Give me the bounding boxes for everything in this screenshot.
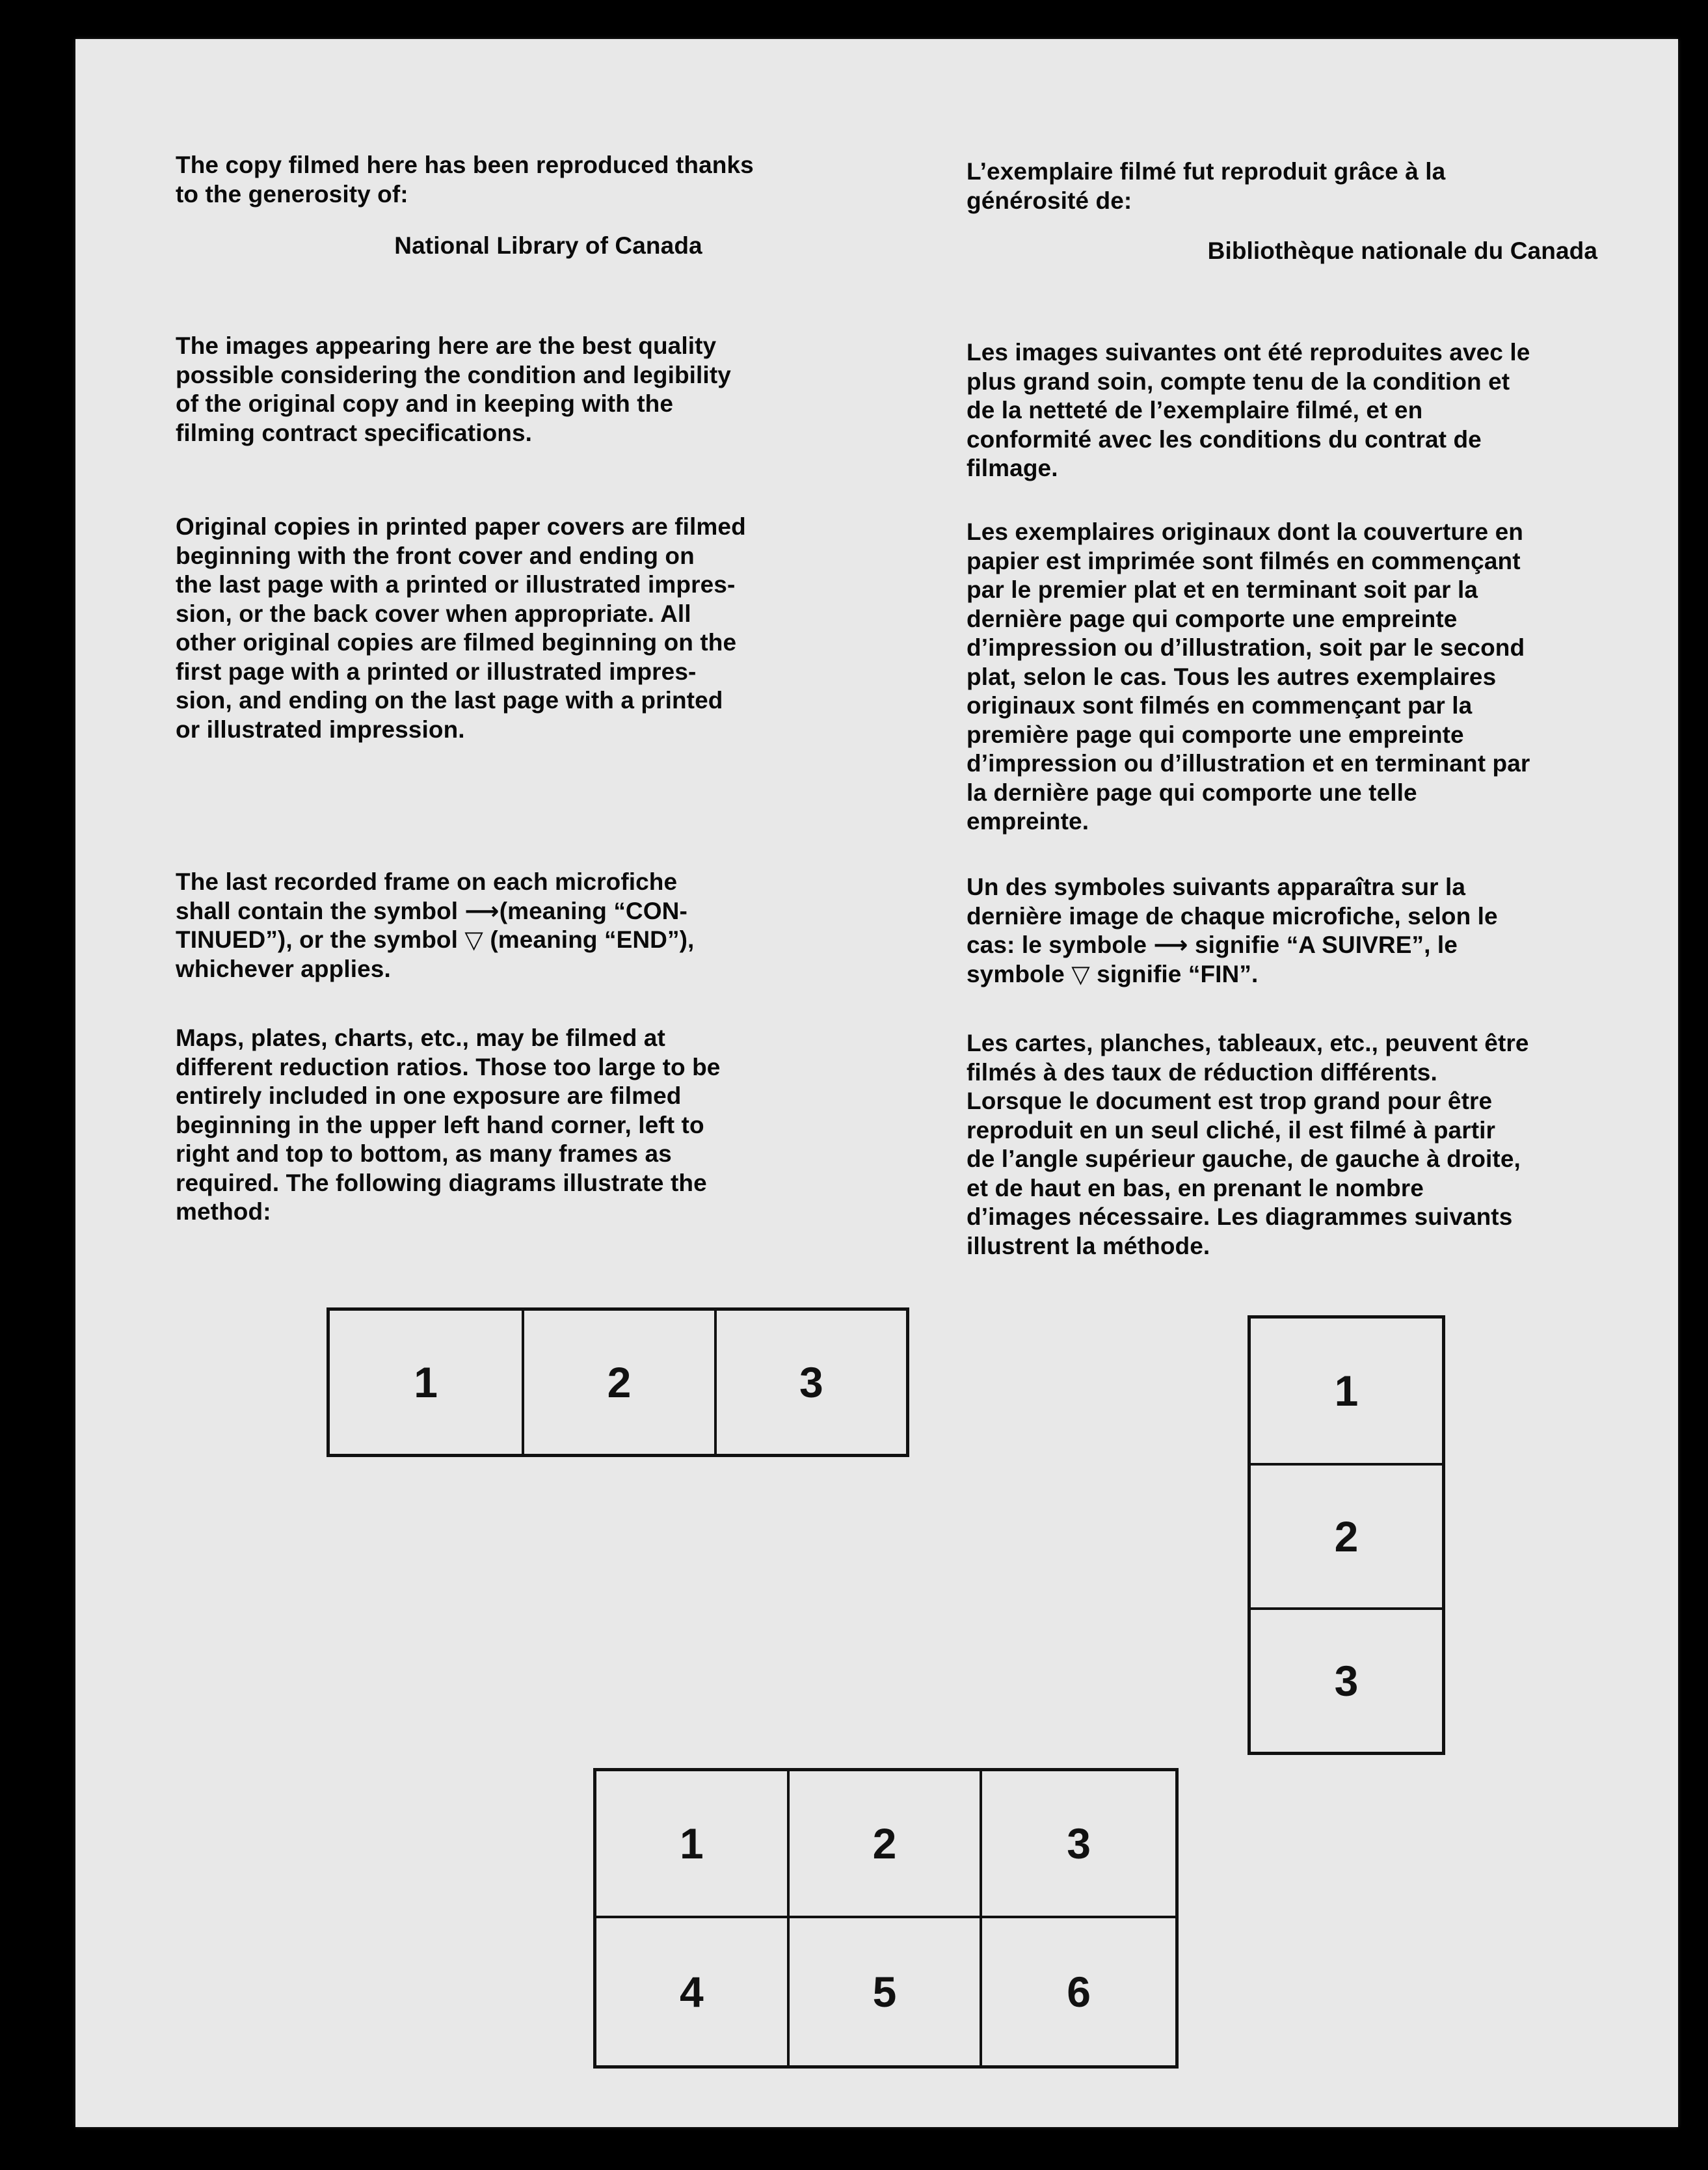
text-line: (meaning “CON- xyxy=(499,897,687,924)
text-line: The copy filmed here has been reproduced thanks xyxy=(176,152,754,178)
vertical-frames-diagram xyxy=(1248,1315,1445,1755)
text-line: symbole xyxy=(967,960,1072,987)
continued-arrow-icon: ⟶ xyxy=(464,897,500,924)
frame-cell: 2 xyxy=(522,1311,714,1454)
text-line: signifie “FIN”. xyxy=(1089,960,1259,987)
text-line: d’impression ou d’illustration, soit par le second xyxy=(967,634,1525,661)
text-line: dernière image de chaque microfiche, selon le xyxy=(967,902,1498,930)
text-line: L’exemplaire filmé fut reproduit grâce à la xyxy=(967,158,1446,185)
frame-cell: 1 xyxy=(414,1358,438,1406)
credit-paragraph-fr xyxy=(967,157,1597,215)
frame-cell: 4 xyxy=(596,1918,790,2065)
text-line: conformité avec les conditions du contrat de xyxy=(967,425,1482,453)
text-line: right and top to bottom, as many frames as xyxy=(176,1140,672,1167)
text-line: The last recorded frame on each microfiche xyxy=(176,868,678,895)
frame-cell: 3 xyxy=(1251,1607,1442,1752)
credit-paragraph-en xyxy=(176,151,833,209)
text-line: Les cartes, planches, tableaux, etc., peuvent être xyxy=(967,1030,1529,1056)
text-line: la dernière page qui comporte une telle xyxy=(967,779,1417,806)
text-line: filmés à des taux de réduction différents. xyxy=(967,1058,1437,1086)
text-line: dernière page qui comporte une empreinte xyxy=(967,605,1458,632)
text-line: Maps, plates, charts, etc., may be filmed at xyxy=(176,1025,665,1051)
symbol-paragraph-en xyxy=(176,868,833,984)
frame-cell: 1 xyxy=(596,1771,790,1918)
continued-arrow-icon: ⟶ xyxy=(1153,931,1188,958)
text-line: reproduit en un seul cliché, il est filmé à partir xyxy=(967,1116,1496,1144)
text-line: Les images suivantes ont été reproduites avec le xyxy=(967,339,1530,366)
horizontal-frames-diagram xyxy=(327,1307,909,1457)
text-line: Lorsque le document est trop grand pour être xyxy=(967,1088,1493,1114)
text-line: Original copies in printed paper covers are filmed xyxy=(176,513,746,540)
quality-paragraph-en xyxy=(176,332,833,448)
text-line: other original copies are filmed beginning on the xyxy=(176,629,737,656)
text-line: shall contain the symbol xyxy=(176,897,465,924)
frame-cell: 3 xyxy=(982,1771,1175,1918)
text-line: (meaning “END”), xyxy=(483,926,695,953)
quality-paragraph-fr xyxy=(967,338,1597,483)
text-line: filmage. xyxy=(967,455,1058,481)
text-line: Les exemplaires originaux dont la couverture en xyxy=(967,518,1523,545)
text-line: the last page with a printed or illustrated impres- xyxy=(176,571,736,598)
text-line: Un des symboles suivants apparaîtra sur la xyxy=(967,874,1466,900)
text-line: et de haut en bas, en prenant le nombre xyxy=(967,1174,1424,1201)
text-line: générosité de: xyxy=(967,187,1132,214)
text-line: de la netteté de l’exemplaire filmé, et en xyxy=(967,397,1423,423)
text-line: papier est imprimée sont filmés en commençant xyxy=(967,547,1521,574)
frame-cell: 3 xyxy=(714,1311,906,1454)
text-line: The images appearing here are the best quality xyxy=(176,332,717,359)
text-line: d’impression ou d’illustration et en terminant par xyxy=(967,750,1530,777)
text-line: of the original copy and in keeping with the xyxy=(176,390,673,417)
text-line: signifie “A SUIVRE”, le xyxy=(1188,931,1458,958)
text-line: whichever applies. xyxy=(176,955,391,982)
text-line: de l’angle supérieur gauche, de gauche à droite, xyxy=(967,1145,1521,1172)
text-line: plat, selon le cas. Tous les autres exemplaires xyxy=(967,663,1497,690)
text-line: originaux sont filmés en commençant par la xyxy=(967,692,1473,719)
end-triangle-icon: ▽ xyxy=(1071,960,1090,987)
covers-paragraph-en xyxy=(176,513,833,744)
text-line: filming contract specifications. xyxy=(176,419,533,446)
text-line: entirely included in one exposure are filmed xyxy=(176,1082,682,1109)
end-triangle-icon: ▽ xyxy=(464,926,483,953)
text-line: beginning in the upper left hand corner, left to xyxy=(176,1111,704,1138)
text-line: to the generosity of: xyxy=(176,180,408,208)
text-line: first page with a printed or illustrated impres- xyxy=(176,658,697,685)
text-line: d’images nécessaire. Les diagrammes suivants xyxy=(967,1203,1513,1230)
text-line: cas: le symbole xyxy=(967,931,1154,958)
maps-paragraph-fr xyxy=(967,1029,1597,1261)
institution-name-en: National Library of Canada xyxy=(394,232,702,259)
text-line: or illustrated impression. xyxy=(176,716,465,743)
text-line: method: xyxy=(176,1198,271,1225)
covers-paragraph-fr xyxy=(967,518,1597,837)
text-line: première page qui comporte une empreinte xyxy=(967,721,1464,748)
text-line: par le premier plat et en terminant soit par la xyxy=(967,576,1478,603)
frame-cell: 1 xyxy=(1334,1367,1359,1415)
frame-cell: 2 xyxy=(790,1771,983,1918)
maps-paragraph-en xyxy=(176,1024,833,1227)
frame-cell: 5 xyxy=(790,1918,983,2065)
text-line: plus grand soin, compte tenu de la condition et xyxy=(967,368,1510,395)
text-line: sion, and ending on the last page with a printed xyxy=(176,687,723,714)
frame-cell: 6 xyxy=(1067,1968,1091,2016)
text-line: required. The following diagrams illustrate the xyxy=(176,1169,707,1196)
text-line: sion, or the back cover when appropriate. All xyxy=(176,600,691,627)
text-line: different reduction ratios. Those too large to be xyxy=(176,1053,721,1080)
frame-cell: 2 xyxy=(1251,1463,1442,1607)
text-line: beginning with the front cover and ending on xyxy=(176,542,695,569)
text-line: illustrent la méthode. xyxy=(967,1232,1210,1259)
text-line: empreinte. xyxy=(967,808,1089,835)
institution-name-fr: Bibliothèque nationale du Canada xyxy=(1207,237,1597,264)
symbol-paragraph-fr xyxy=(967,873,1597,989)
text-line: TINUED”), or the symbol xyxy=(176,926,465,953)
grid-frames-diagram xyxy=(593,1768,1179,2069)
text-line: possible considering the condition and legibility xyxy=(176,361,731,388)
